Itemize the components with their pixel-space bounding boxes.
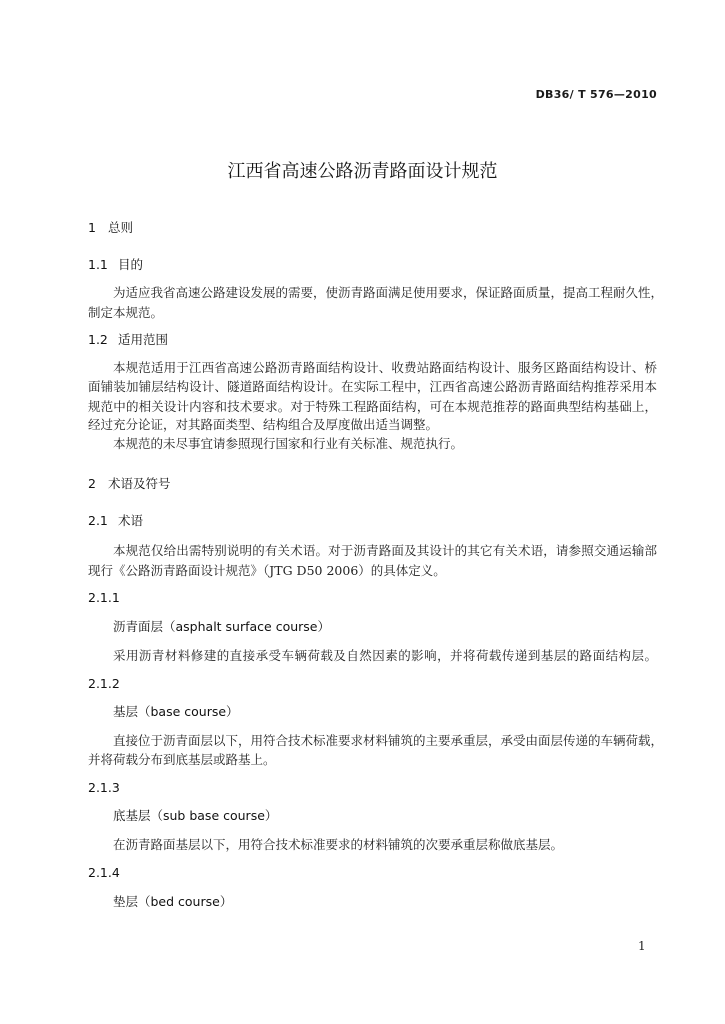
subsection-number: 2.1 [88,513,108,528]
subsection-title: 术语 [118,513,144,528]
paragraph-line: 面铺装加铺层结构设计、隧道路面结构设计。在实际工程中，江西省高速公路沥青路面结构推荐采用本 [88,379,657,394]
paragraph-line: 本规范的未尽事宜请参照现行国家和行业有关标准、规范执行。 [113,436,464,451]
term-definition-line: 采用沥青材料修建的直接承受车辆荷载及自然因素的影响，并将荷载传递到基层的路面结构层。 [113,648,657,663]
term-name: 基层（base course） [113,704,239,719]
term-number: 2.1.1 [88,590,120,605]
subsection-title: 适用范围 [118,332,169,347]
subsection-title: 目的 [118,257,144,272]
term-number: 2.1.3 [88,780,120,795]
term-definition-line: 直接位于沥青面层以下，用符合技术标准要求材料铺筑的主要承重层，承受由面层传递的车辆荷载， [113,733,664,748]
paragraph-line: 经过充分论证，对其路面类型、结构组合及厚度做出适当调整。 [88,417,439,432]
paragraph-line: 本规范适用于江西省高速公路沥青路面结构设计、收费站路面结构设计、服务区路面结构设计、桥 [113,360,657,375]
term-name: 沥青面层（asphalt surface course） [113,619,330,634]
section-number: 2 [88,476,96,491]
section-title: 总则 [108,220,134,235]
standard-number: DB36/ T 576—2010 [535,88,657,101]
page-number: 1 [638,939,646,953]
section-title: 术语及符号 [108,476,171,491]
term-number: 2.1.2 [88,676,120,691]
paragraph-line: 为适应我省高速公路建设发展的需要，使沥青路面满足使用要求，保证路面质量，提高工程耐久性， [113,285,664,300]
term-number: 2.1.4 [88,865,120,880]
paragraph-line: 制定本规范。 [88,305,164,320]
section-number: 1 [88,220,96,235]
subsection-number: 1.1 [88,257,108,272]
paragraph-line: 规范中的相关设计内容和技术要求。对于特殊工程路面结构，可在本规范推荐的路面典型结构基础上， [88,399,657,414]
term-name: 底基层（sub base course） [113,808,278,823]
document-title: 江西省高速公路沥青路面设计规范 [227,161,498,182]
term-definition-line: 在沥青路面基层以下，用符合技术标准要求的材料铺筑的次要承重层称做底基层。 [113,837,564,852]
term-definition-line: 并将荷载分布到底基层或路基上。 [88,752,276,767]
term-name: 垫层（bed course） [113,894,233,909]
paragraph-line: 本规范仅给出需特别说明的有关术语。对于沥青路面及其设计的其它有关术语，请参照交通运输部 [113,543,657,558]
subsection-number: 1.2 [88,332,108,347]
paragraph-line: 现行《公路沥青路面设计规范》（JTG D50 2006）的具体定义。 [88,563,446,578]
